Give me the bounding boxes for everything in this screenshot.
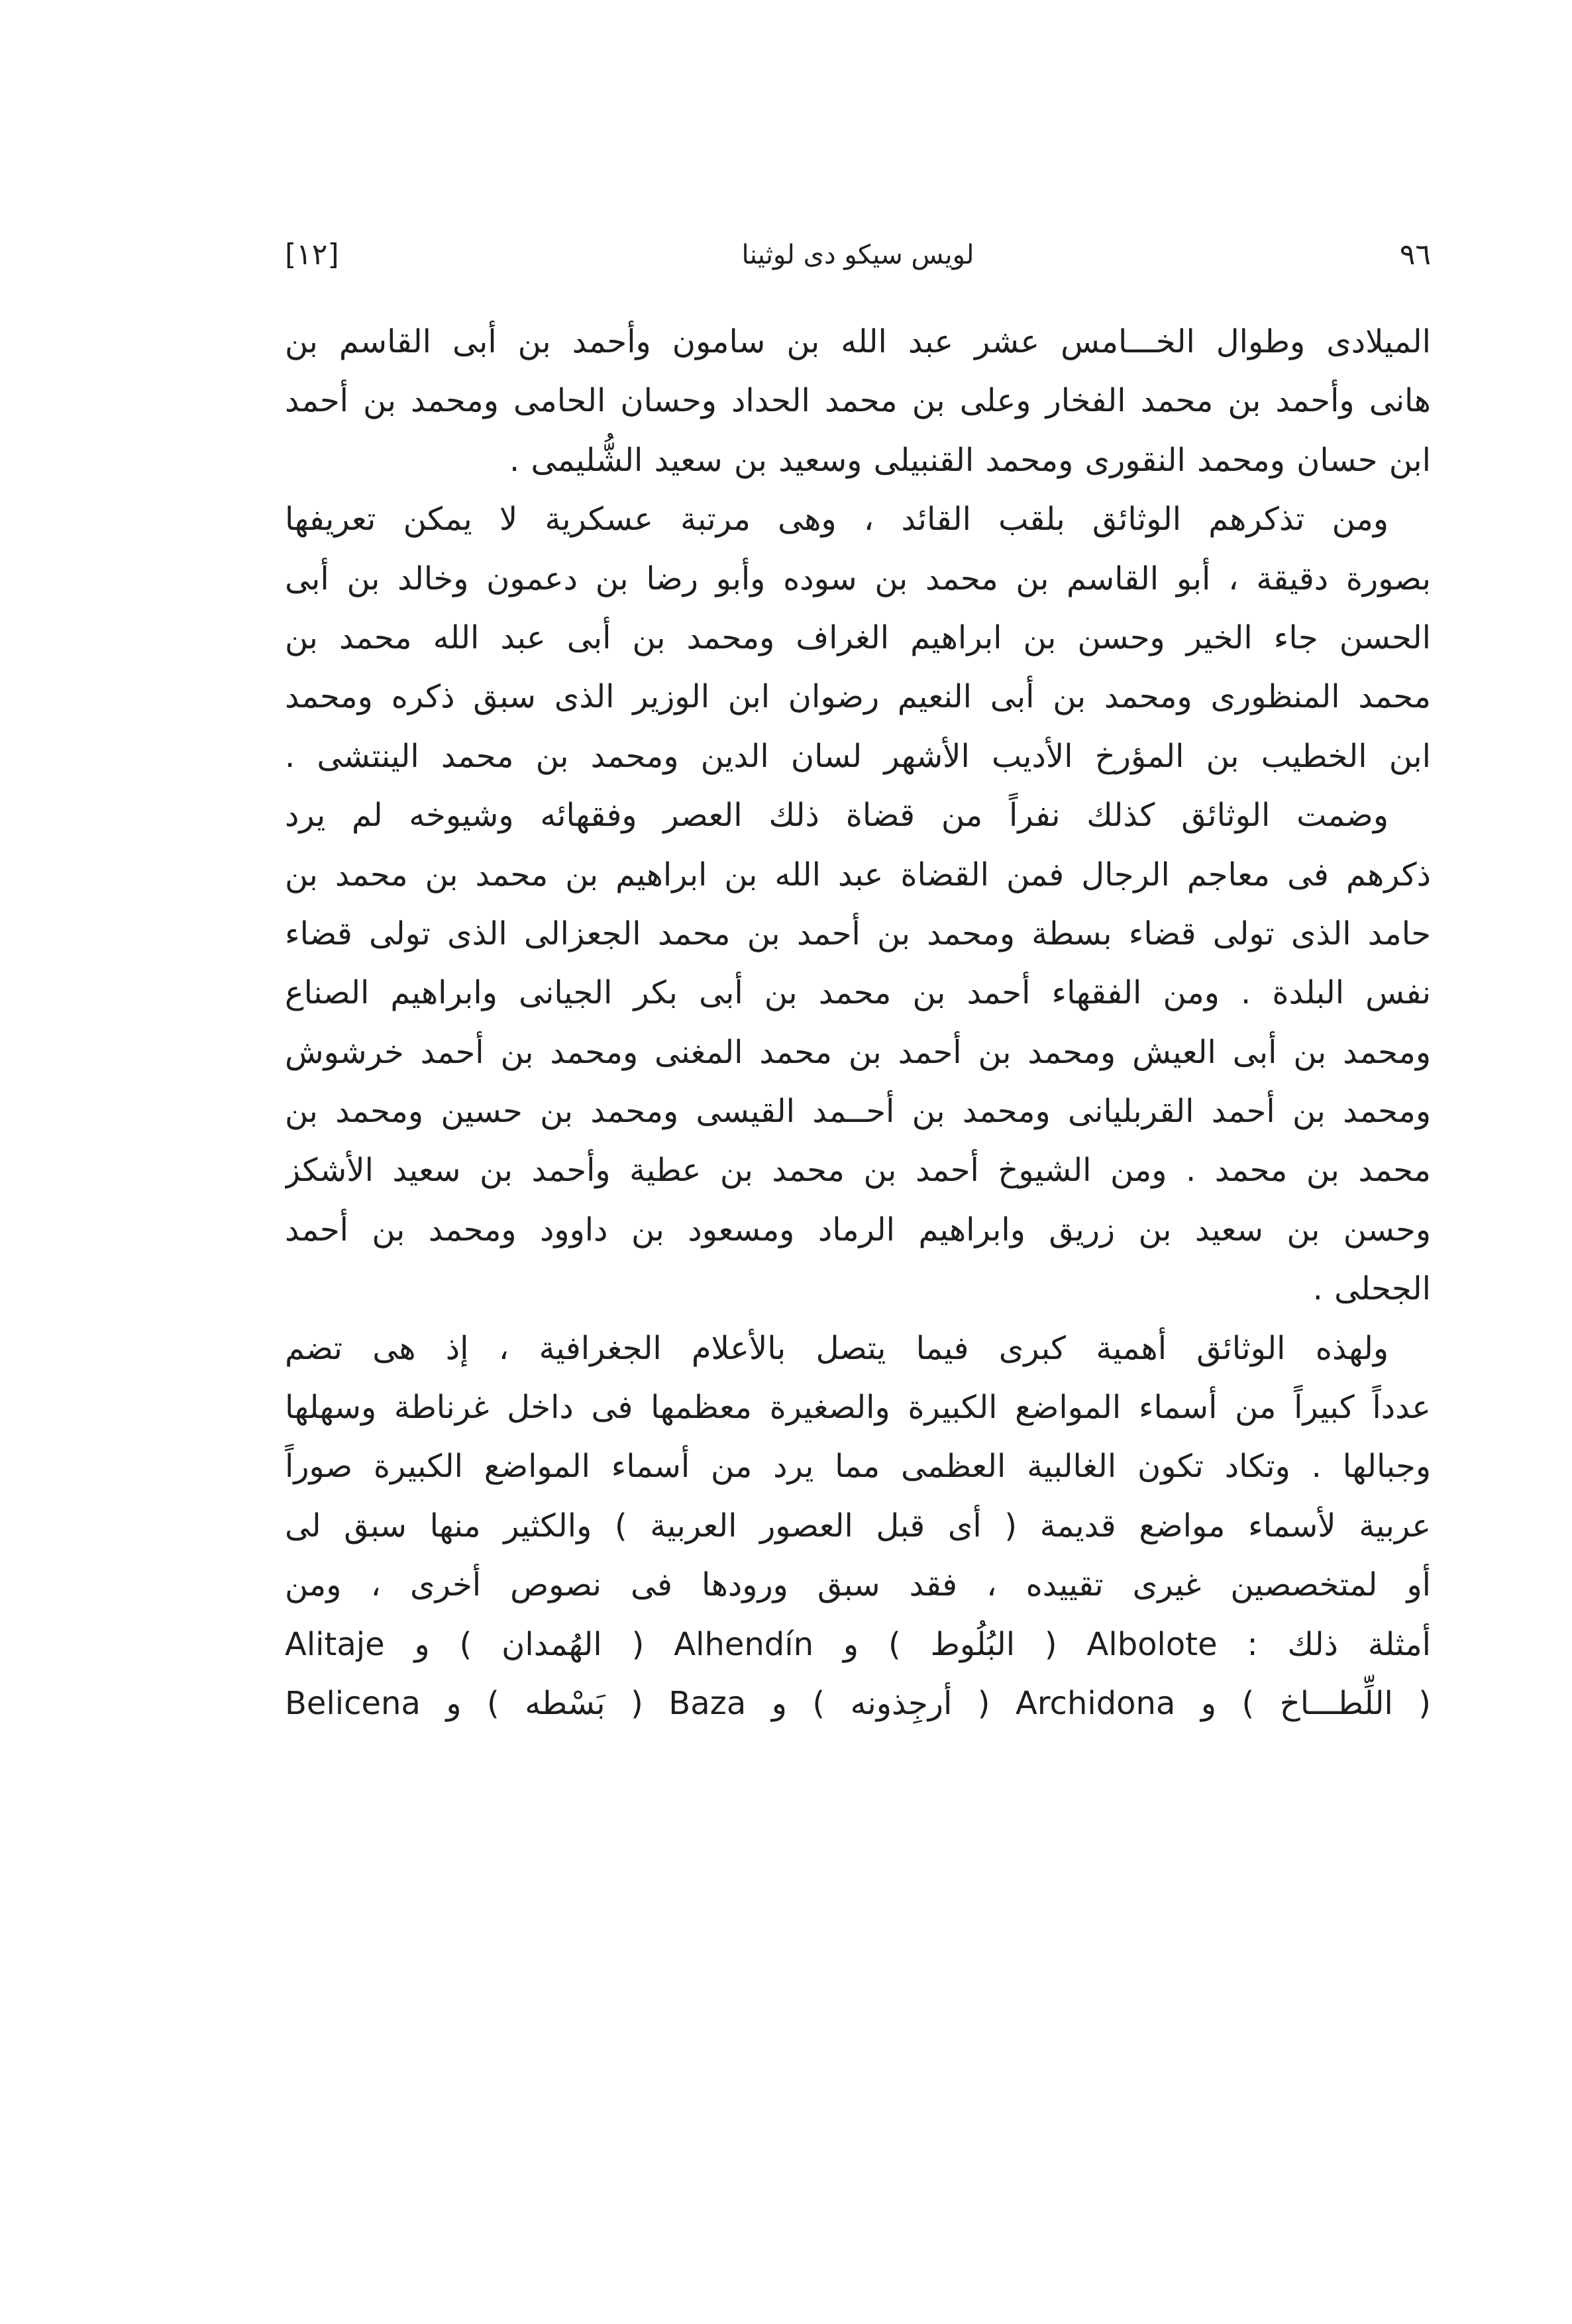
paragraph [285, 313, 1431, 490]
text-line: ابن حسان ومحمد النقورى ومحمد القنبيلى وسعيد بن سعيد الشُّليمى . [509, 441, 1431, 479]
text-line: الجحلى . [1312, 1270, 1431, 1308]
paragraph [285, 786, 1431, 1319]
text-line: وحسن بن سعيد بن زريق وابراهيم الرماد ومسعود بن داوود ومحمد بن أحمد [285, 1211, 1431, 1248]
text-line: الحسن جاء الخير وحسن بن ابراهيم الغراف ومحمد بن أبى عبد الله محمد بن [285, 619, 1431, 656]
page-header [285, 228, 1431, 281]
text-line: محمد المنظورى ومحمد بن أبى النعيم رضوان ابن الوزير الذى سبق ذكره ومحمد [285, 678, 1431, 716]
text-line: أو لمتخصصين غيرى تقييده ، فقد سبق ورودها فى نصوص أخرى ، ومن [285, 1566, 1431, 1604]
text-line: حامد الذى تولى قضاء بسطة ومحمد بن أحمد بن محمد الجعزالى الذى تولى قضاء [285, 915, 1431, 952]
paragraph [285, 490, 1431, 786]
text-line: ولهذه الوثائق أهمية كبرى فيما يتصل بالأعلام الجغرافية ، إذ هى تضم [285, 1329, 1389, 1367]
text-line: نفس البلدة . ومن الفقهاء أحمد بن محمد بن أبى بكر الجيانى وابراهيم الصناع [285, 974, 1431, 1012]
text-line: وجبالها . وتكاد تكون الغالبية العظمى مما يرد من أسماء المواضع الكبيرة صوراً [285, 1448, 1431, 1486]
text-line: الميلادى وطوال الخـــامس عشر عبد الله بن سامون وأحمد بن أبى القاسم بن [285, 323, 1431, 360]
text-line: ومن تذكرهم الوثائق بلقب القائد ، وهى مرتبة عسكرية لا يمكن تعريفها [285, 501, 1389, 538]
text-line: ( اللِّطـــاخ ) و Archidona ( أرجِذونه ) و Baza ( بَسْطه ) و Belicena [285, 1684, 1431, 1722]
text-line: عربية لأسماء مواضع قديمة ( أى قبل العصور العربية ) والكثير منها سبق لى [285, 1507, 1431, 1544]
text-line: محمد بن محمد . ومن الشيوخ أحمد بن محمد بن عطية وأحمد بن سعيد الأشكز [285, 1152, 1431, 1189]
text-line: هانى وأحمد بن محمد الفخار وعلى بن محمد الحداد وحسان الحامى ومحمد بن أحمد [285, 382, 1431, 420]
text-line: أمثلة ذلك : Albolote ( البُلُوط ) و Alhendín ( الهُمدان ) و Alitaje [285, 1625, 1431, 1663]
text-line: ذكرهم فى معاجم الرجال فمن القضاة عبد الله بن ابراهيم بن محمد بن محمد بن [285, 856, 1431, 893]
text-line: عدداً كبيراً من أسماء المواضع الكبيرة والصغيرة معظمها فى داخل غرناطة وسهلها [285, 1389, 1431, 1427]
body-text [285, 313, 1431, 1733]
text-line: ومحمد بن أبى العيش ومحمد بن أحمد بن محمد المغنى ومحمد بن أحمد خرشوش [285, 1033, 1431, 1071]
section-marker: [١٢] [285, 238, 339, 272]
text-line: بصورة دقيقة ، أبو القاسم بن محمد بن سوده وأبو رضا بن دعمون وخالد بن أبى [285, 560, 1431, 597]
page-number: ٩٦ [1399, 238, 1431, 272]
text-line: وضمت الوثائق كذلك نفراً من قضاة ذلك العصر وفقهائه وشيوخه لم يرد [285, 797, 1389, 834]
text-line: ابن الخطيب بن المؤرخ الأديب الأشهر لسان الدين ومحمد بن محمد الينتشى . [285, 737, 1431, 775]
running-title: لويس سيكو دى لوثينا [741, 240, 974, 270]
text-line: ومحمد بن أحمد القربليانى ومحمد بن أحــمد القيسى ومحمد بن حسين ومحمد بن [285, 1093, 1431, 1131]
paragraph [285, 1319, 1431, 1734]
